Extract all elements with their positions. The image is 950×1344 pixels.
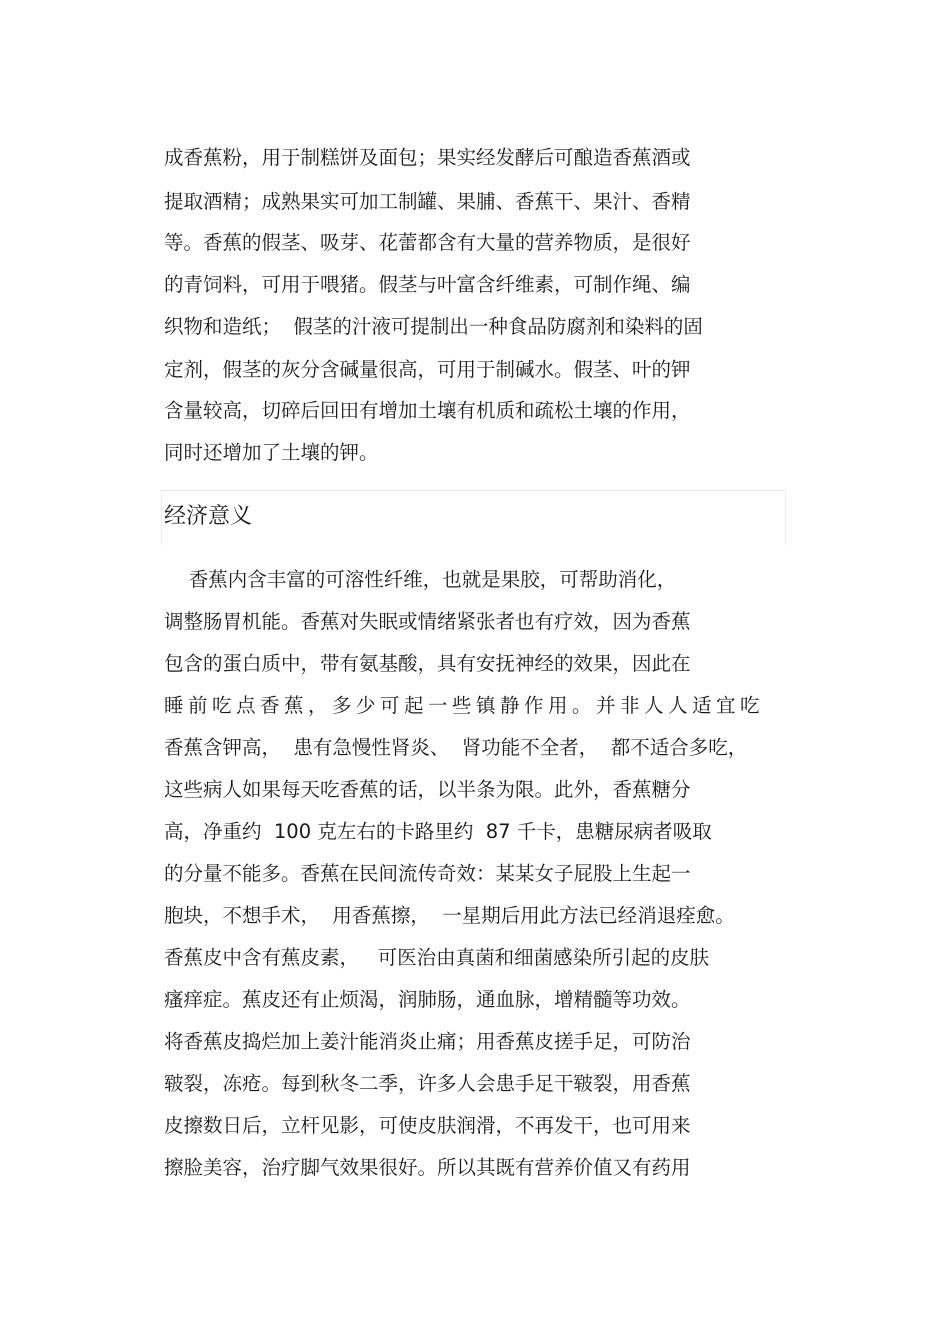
paragraph-line: 皮擦数日后，立杆见影，可使皮肤润滑，不再发干，也可用来 xyxy=(164,1114,691,1137)
paragraph-line: 瘙痒症。蕉皮还有止烦渴，润肺肠，通血脉，增精髓等功效。 xyxy=(164,988,691,1011)
paragraph-line: 定剂，假茎的灰分含碱量很高，可用于制碱水。假茎、叶的钾 xyxy=(164,358,691,381)
paragraph-line: 香蕉含钾高， 患有急慢性肾炎、 肾功能不全者， 都不适合多吃， xyxy=(164,736,748,759)
paragraph-line: 擦脸美容，治疗脚气效果很好。所以其既有营养价值又有药用 xyxy=(164,1156,691,1179)
section-heading-frame xyxy=(161,490,786,545)
paragraph-line: 同时还增加了土壤的钾。 xyxy=(164,441,379,464)
paragraph-line: 高，净重约 100 克左右的卡路里约 87 千卡，患糖尿病者吸取 xyxy=(164,820,712,843)
paragraph-line: 香蕉内含丰富的可溶性纤维，也就是果胶，可帮助消化， xyxy=(164,568,677,591)
section-heading: 经济意义 xyxy=(164,504,253,529)
paragraph-line: 调整肠胃机能。香蕉对失眠或情绪紧张者也有疗效，因为香蕉 xyxy=(164,610,691,633)
paragraph-line: 的分量不能多。香蕉在民间流传奇效：某某女子屁股上生起一 xyxy=(164,862,691,885)
paragraph-line: 织物和造纸； 假茎的汁液可提制出一种食品防腐剂和染料的固 xyxy=(164,315,703,338)
paragraph-line: 的青饲料，可用于喂猪。假茎与叶富含纤维素，可制作绳、编 xyxy=(164,273,691,296)
paragraph-line: 这些病人如果每天吃香蕉的话，以半条为限。此外，香蕉糖分 xyxy=(164,778,691,801)
paragraph-line: 等。香蕉的假茎、吸芽、花蕾都含有大量的营养物质，是很好 xyxy=(164,231,691,254)
paragraph-line: 将香蕉皮捣烂加上姜汁能消炎止痛；用香蕉皮搓手足，可防治 xyxy=(164,1030,691,1053)
paragraph-line: 皲裂，冻疮。每到秋冬二季，许多人会患手足干皲裂，用香蕉 xyxy=(164,1072,691,1095)
paragraph-line: 睡前吃点香蕉，多少可起一些镇静作用。并非人人适宜吃 xyxy=(164,694,765,717)
paragraph-line: 提取酒精；成熟果实可加工制罐、果脯、香蕉干、果汁、香精 xyxy=(164,190,691,213)
paragraph-line: 香蕉皮中含有蕉皮素， 可医治由真菌和细菌感染所引起的皮肤 xyxy=(164,946,710,969)
paragraph-line: 胞块，不想手术， 用香蕉擦， 一星期后用此方法已经消退痊愈。 xyxy=(164,904,735,927)
paragraph-line: 含量较高，切碎后回田有增加土壤有机质和疏松土壤的作用， xyxy=(164,399,691,422)
paragraph-line: 包含的蛋白质中，带有氨基酸，具有安抚神经的效果，因此在 xyxy=(164,652,691,675)
paragraph-line: 成香蕉粉，用于制糕饼及面包；果实经发酵后可酿造香蕉酒或 xyxy=(164,146,691,169)
